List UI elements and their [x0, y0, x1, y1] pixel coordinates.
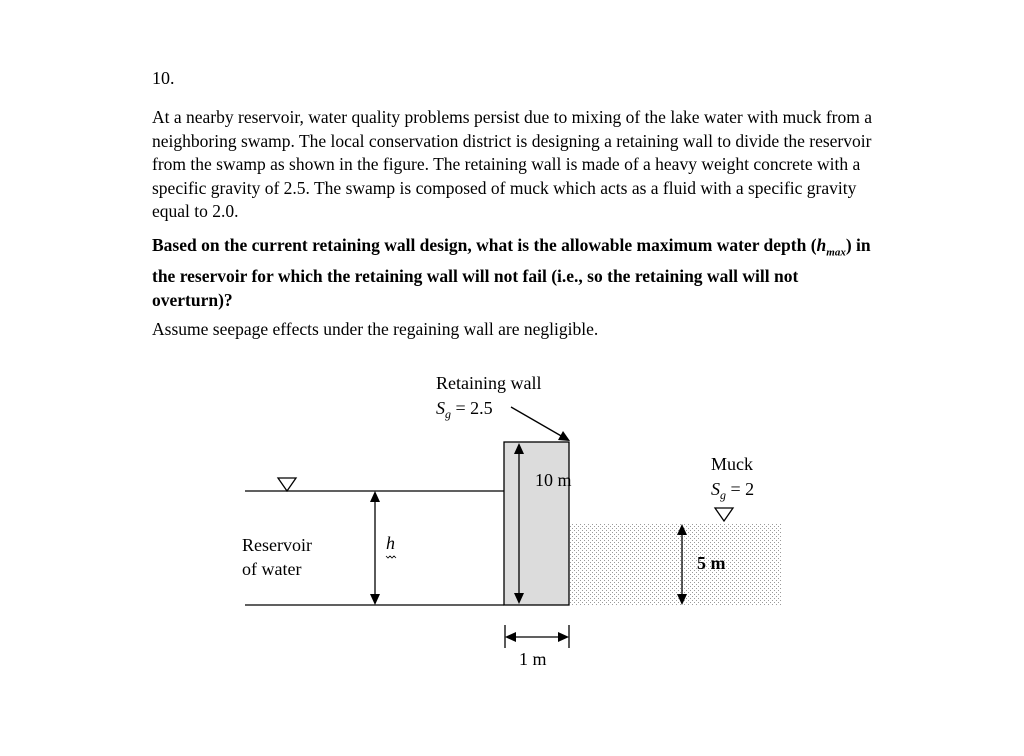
muck-surface-symbol [715, 508, 733, 521]
wall-pointer-arrow [511, 407, 570, 441]
wall-sg-label: $S_g = 2.5$ [436, 398, 493, 421]
reservoir-label-line2: of water [242, 559, 302, 579]
water-depth-underline [386, 556, 396, 558]
muck-depth-label: 5 m [697, 553, 726, 573]
reservoir-label-line1: Reservoir [242, 535, 312, 555]
wall-label: Retaining wall [436, 373, 542, 393]
problem-number: 10. [152, 68, 175, 88]
question-text-before: Based on the current retaining wall design, what is the allowable maximum water depth ( [152, 235, 817, 255]
question-subscript: max [826, 246, 846, 259]
problem-intro: At a nearby reservoir, water quality problems persist due to mixing of the lake water with muck from a neighboring swamp. The local conservation district is designing a retaining wall to divide the reservoir from the swamp as shown in the figure. The retaining wall is made of a heavy weight concrete with a specific gravity of 2.5. The swamp is composed of muck which acts as a fluid with a specific gravity equal to 2.0. [152, 107, 872, 221]
question-variable: h [816, 235, 827, 255]
water-depth-dimension [370, 491, 380, 605]
muck-label: Muck [711, 454, 753, 474]
muck-sg-label: $S_g = 2$ [711, 479, 755, 502]
water-surface-symbol [278, 478, 296, 491]
problem-assumption: Assume seepage effects under the regaining wall are negligible. [152, 319, 599, 339]
muck-region [570, 524, 781, 605]
retaining-wall [504, 442, 569, 605]
wall-width-dimension [505, 625, 569, 648]
question-text-after: ) in the reservoir for which the retaining wall will not fail (i.e., so the retaining wall will not overturn)? [152, 235, 871, 310]
wall-width-label: 1 m [519, 649, 547, 669]
water-depth-label: h [386, 533, 395, 553]
wall-height-label: 10 m [535, 470, 572, 490]
